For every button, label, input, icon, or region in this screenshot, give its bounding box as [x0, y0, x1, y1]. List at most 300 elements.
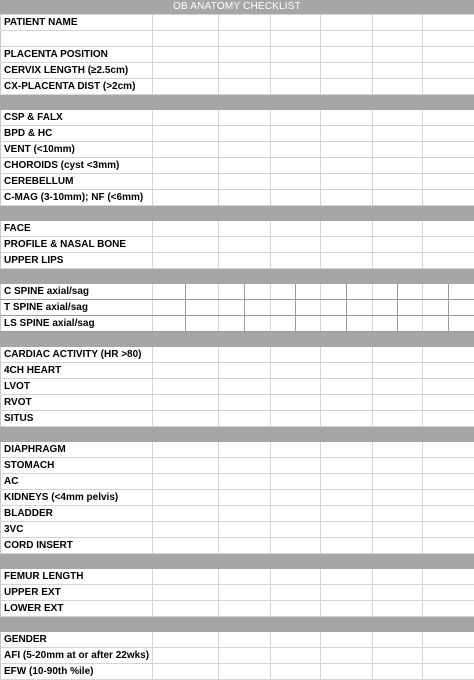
row-label: C SPINE axial/sag [1, 284, 153, 300]
check-cell[interactable] [271, 63, 321, 79]
check-cell[interactable] [321, 158, 373, 174]
check-cell[interactable] [321, 442, 373, 458]
row-label: AFI (5-20mm at or after 22wks) [1, 648, 153, 664]
check-cell[interactable] [373, 31, 423, 47]
check-subcell[interactable] [153, 284, 186, 299]
check-cell[interactable] [271, 347, 321, 363]
check-cell[interactable] [153, 158, 219, 174]
check-cell[interactable] [219, 347, 271, 363]
check-cell[interactable] [219, 174, 271, 190]
check-cell[interactable] [153, 190, 219, 206]
check-cell[interactable] [271, 158, 321, 174]
row-label: RVOT [1, 395, 153, 411]
check-cell[interactable] [423, 47, 474, 63]
check-subcell[interactable] [423, 284, 449, 299]
check-cell[interactable] [271, 79, 321, 95]
check-cell[interactable] [321, 284, 373, 300]
check-cell[interactable] [271, 585, 321, 601]
check-cell[interactable] [271, 316, 321, 332]
check-cell[interactable] [271, 142, 321, 158]
check-cell[interactable] [373, 569, 423, 585]
check-cell[interactable] [271, 538, 321, 554]
check-subcell[interactable] [347, 284, 372, 299]
check-cell[interactable] [423, 379, 474, 395]
check-subcell[interactable] [245, 284, 270, 299]
check-subcell[interactable] [219, 300, 245, 315]
check-subcell[interactable] [398, 316, 422, 331]
check-cell[interactable] [423, 31, 474, 47]
check-cell[interactable] [373, 395, 423, 411]
row-label: CSP & FALX [1, 110, 153, 126]
check-cell-split [153, 300, 218, 315]
check-subcell[interactable] [186, 316, 218, 331]
check-subcell[interactable] [271, 316, 296, 331]
check-cell[interactable] [219, 506, 271, 522]
check-cell[interactable] [373, 221, 423, 237]
check-cell[interactable] [271, 190, 321, 206]
check-cell[interactable] [153, 474, 219, 490]
check-subcell[interactable] [449, 316, 474, 331]
check-cell[interactable] [271, 379, 321, 395]
checklist-row [1, 585, 474, 601]
check-cell[interactable] [219, 585, 271, 601]
row-label: STOMACH [1, 458, 153, 474]
check-cell[interactable] [373, 79, 423, 95]
check-subcell[interactable] [398, 284, 422, 299]
check-cell[interactable] [153, 585, 219, 601]
check-cell[interactable] [219, 47, 271, 63]
checklist-row [1, 442, 474, 458]
check-cell[interactable] [373, 474, 423, 490]
row-label: VENT (<10mm) [1, 142, 153, 158]
check-cell[interactable] [321, 569, 373, 585]
check-cell[interactable] [219, 15, 271, 31]
checklist-row [1, 174, 474, 190]
check-cell[interactable] [373, 63, 423, 79]
check-cell[interactable] [271, 110, 321, 126]
check-cell[interactable] [271, 569, 321, 585]
check-cell[interactable] [271, 632, 321, 648]
check-cell[interactable] [321, 237, 373, 253]
check-cell[interactable] [423, 601, 474, 617]
check-cell[interactable] [321, 506, 373, 522]
check-subcell[interactable] [219, 284, 245, 299]
check-subcell[interactable] [153, 316, 186, 331]
checklist-table [0, 14, 474, 680]
check-cell[interactable] [271, 395, 321, 411]
check-cell[interactable] [373, 347, 423, 363]
check-cell[interactable] [423, 126, 474, 142]
check-cell[interactable] [153, 442, 219, 458]
check-cell[interactable] [153, 221, 219, 237]
check-cell[interactable] [423, 474, 474, 490]
check-subcell[interactable] [219, 316, 245, 331]
check-cell[interactable] [219, 363, 271, 379]
check-cell[interactable] [423, 158, 474, 174]
check-subcell[interactable] [398, 300, 422, 315]
check-cell-split [153, 316, 218, 331]
check-cell[interactable] [321, 490, 373, 506]
check-cell[interactable] [219, 284, 271, 300]
check-cell[interactable] [219, 221, 271, 237]
check-cell[interactable] [321, 174, 373, 190]
check-cell[interactable] [219, 63, 271, 79]
check-cell[interactable] [321, 347, 373, 363]
checklist-row [1, 253, 474, 269]
check-subcell[interactable] [373, 316, 398, 331]
check-cell[interactable] [423, 395, 474, 411]
check-cell[interactable] [423, 458, 474, 474]
checklist-row [1, 347, 474, 363]
check-cell[interactable] [219, 538, 271, 554]
check-cell[interactable] [373, 632, 423, 648]
check-cell[interactable] [373, 284, 423, 300]
check-cell[interactable] [321, 411, 373, 427]
check-cell[interactable] [153, 15, 219, 31]
check-cell[interactable] [219, 190, 271, 206]
check-cell[interactable] [321, 458, 373, 474]
check-cell[interactable] [321, 15, 373, 31]
row-label: C-MAG (3-10mm); NF (<6mm) [1, 190, 153, 206]
check-cell[interactable] [321, 300, 373, 316]
check-cell-split [321, 300, 372, 315]
row-label: PLACENTA POSITION [1, 47, 153, 63]
check-cell[interactable] [153, 79, 219, 95]
check-cell[interactable] [153, 379, 219, 395]
check-cell[interactable] [153, 110, 219, 126]
check-cell[interactable] [373, 522, 423, 538]
row-label: UPPER EXT [1, 585, 153, 601]
check-cell[interactable] [153, 237, 219, 253]
check-cell[interactable] [373, 458, 423, 474]
check-cell[interactable] [373, 411, 423, 427]
check-cell[interactable] [373, 158, 423, 174]
check-cell[interactable] [373, 126, 423, 142]
check-cell[interactable] [373, 190, 423, 206]
section-separator [1, 617, 474, 632]
checklist-row [1, 126, 474, 142]
checklist-row [1, 15, 474, 31]
check-cell[interactable] [153, 316, 219, 332]
check-cell[interactable] [271, 601, 321, 617]
row-label: 4CH HEART [1, 363, 153, 379]
checklist-row [1, 316, 474, 332]
check-cell[interactable] [321, 110, 373, 126]
check-subcell[interactable] [245, 300, 270, 315]
row-label: FEMUR LENGTH [1, 569, 153, 585]
check-cell[interactable] [321, 79, 373, 95]
check-cell[interactable] [219, 601, 271, 617]
check-cell-split [271, 300, 320, 315]
separator-bar [1, 332, 474, 347]
check-cell[interactable] [219, 126, 271, 142]
check-subcell[interactable] [153, 300, 186, 315]
check-cell[interactable] [271, 126, 321, 142]
row-label: CX-PLACENTA DIST (>2cm) [1, 79, 153, 95]
check-cell[interactable] [271, 474, 321, 490]
check-subcell[interactable] [271, 300, 296, 315]
check-cell[interactable] [321, 585, 373, 601]
check-cell[interactable] [153, 538, 219, 554]
check-cell[interactable] [423, 538, 474, 554]
check-cell[interactable] [423, 569, 474, 585]
check-cell-split [321, 316, 372, 331]
check-cell[interactable] [271, 284, 321, 300]
check-cell[interactable] [373, 316, 423, 332]
checklist-row [1, 474, 474, 490]
row-label: EFW (10-90th %ile) [1, 664, 153, 680]
check-cell-split [373, 284, 422, 299]
check-cell[interactable] [271, 174, 321, 190]
check-cell[interactable] [423, 190, 474, 206]
section-separator [1, 206, 474, 221]
check-subcell[interactable] [347, 300, 372, 315]
check-cell[interactable] [271, 363, 321, 379]
check-cell[interactable] [153, 395, 219, 411]
check-cell[interactable] [373, 142, 423, 158]
check-cell[interactable] [423, 363, 474, 379]
check-cell[interactable] [153, 648, 219, 664]
check-cell[interactable] [423, 221, 474, 237]
check-cell[interactable] [219, 158, 271, 174]
checklist-row [1, 284, 474, 300]
check-cell[interactable] [321, 316, 373, 332]
check-cell[interactable] [321, 47, 373, 63]
check-cell[interactable] [423, 300, 474, 316]
check-cell[interactable] [153, 411, 219, 427]
check-cell[interactable] [219, 522, 271, 538]
check-cell[interactable] [153, 253, 219, 269]
check-cell[interactable] [373, 110, 423, 126]
check-subcell[interactable] [321, 284, 347, 299]
check-cell[interactable] [373, 648, 423, 664]
row-label: CARDIAC ACTIVITY (HR >80) [1, 347, 153, 363]
check-cell[interactable] [423, 316, 474, 332]
check-cell[interactable] [271, 47, 321, 63]
check-subcell[interactable] [449, 284, 474, 299]
section-separator [1, 269, 474, 284]
check-cell[interactable] [423, 411, 474, 427]
check-cell[interactable] [271, 31, 321, 47]
check-cell[interactable] [219, 316, 271, 332]
check-cell[interactable] [373, 47, 423, 63]
check-subcell[interactable] [321, 300, 347, 315]
check-subcell[interactable] [296, 300, 320, 315]
check-cell[interactable] [219, 442, 271, 458]
check-subcell[interactable] [423, 300, 449, 315]
check-cell[interactable] [271, 648, 321, 664]
check-cell[interactable] [219, 490, 271, 506]
check-cell[interactable] [373, 174, 423, 190]
check-cell[interactable] [321, 221, 373, 237]
check-subcell[interactable] [347, 316, 372, 331]
check-cell[interactable] [153, 284, 219, 300]
row-label: UPPER LIPS [1, 253, 153, 269]
check-cell[interactable] [423, 585, 474, 601]
check-cell[interactable] [219, 395, 271, 411]
check-subcell[interactable] [449, 300, 474, 315]
check-subcell[interactable] [423, 316, 449, 331]
check-cell[interactable] [423, 63, 474, 79]
check-cell[interactable] [321, 63, 373, 79]
row-label: KIDNEYS (<4mm pelvis) [1, 490, 153, 506]
check-cell[interactable] [153, 174, 219, 190]
check-cell[interactable] [321, 379, 373, 395]
checklist-row [1, 363, 474, 379]
row-label: LVOT [1, 379, 153, 395]
check-subcell[interactable] [186, 284, 218, 299]
check-cell[interactable] [219, 474, 271, 490]
check-cell[interactable] [423, 79, 474, 95]
check-cell[interactable] [153, 126, 219, 142]
check-cell[interactable] [423, 347, 474, 363]
check-cell[interactable] [153, 142, 219, 158]
check-cell[interactable] [423, 15, 474, 31]
check-cell[interactable] [271, 221, 321, 237]
check-cell[interactable] [219, 458, 271, 474]
check-cell[interactable] [373, 237, 423, 253]
check-cell[interactable] [423, 632, 474, 648]
check-cell[interactable] [423, 284, 474, 300]
check-cell[interactable] [153, 347, 219, 363]
check-cell[interactable] [153, 632, 219, 648]
row-label: PATIENT NAME [1, 15, 153, 31]
check-cell[interactable] [219, 648, 271, 664]
check-cell[interactable] [321, 31, 373, 47]
check-cell[interactable] [373, 15, 423, 31]
separator-bar [1, 269, 474, 284]
check-cell[interactable] [271, 411, 321, 427]
check-cell[interactable] [321, 474, 373, 490]
check-cell[interactable] [219, 379, 271, 395]
check-cell[interactable] [321, 126, 373, 142]
check-cell[interactable] [153, 522, 219, 538]
check-cell-split [321, 284, 372, 299]
separator-bar [1, 427, 474, 442]
check-cell[interactable] [219, 237, 271, 253]
check-subcell[interactable] [245, 316, 270, 331]
check-cell[interactable] [271, 442, 321, 458]
check-cell[interactable] [321, 190, 373, 206]
check-cell[interactable] [423, 174, 474, 190]
sheet-title: OB ANATOMY CHECKLIST [0, 0, 474, 14]
check-cell[interactable] [423, 506, 474, 522]
checklist-row [1, 47, 474, 63]
check-cell[interactable] [423, 142, 474, 158]
check-cell[interactable] [423, 110, 474, 126]
check-cell[interactable] [271, 490, 321, 506]
check-subcell[interactable] [373, 284, 398, 299]
check-cell[interactable] [373, 442, 423, 458]
row-label: FACE [1, 221, 153, 237]
check-cell[interactable] [219, 569, 271, 585]
check-cell[interactable] [373, 506, 423, 522]
check-cell[interactable] [153, 363, 219, 379]
check-cell[interactable] [423, 237, 474, 253]
check-cell[interactable] [219, 300, 271, 316]
check-cell[interactable] [321, 142, 373, 158]
row-label: BLADDER [1, 506, 153, 522]
section-separator [1, 427, 474, 442]
check-cell[interactable] [271, 300, 321, 316]
check-subcell[interactable] [296, 316, 320, 331]
check-cell[interactable] [423, 253, 474, 269]
check-cell[interactable] [373, 300, 423, 316]
check-cell[interactable] [153, 300, 219, 316]
check-cell[interactable] [321, 253, 373, 269]
check-subcell[interactable] [296, 284, 320, 299]
check-subcell[interactable] [271, 284, 296, 299]
check-cell[interactable] [153, 458, 219, 474]
section-separator [1, 95, 474, 110]
check-cell[interactable] [219, 142, 271, 158]
check-cell[interactable] [153, 63, 219, 79]
check-cell[interactable] [373, 379, 423, 395]
check-cell[interactable] [153, 506, 219, 522]
check-cell[interactable] [321, 363, 373, 379]
row-label: PROFILE & NASAL BONE [1, 237, 153, 253]
check-cell[interactable] [373, 538, 423, 554]
check-cell[interactable] [153, 490, 219, 506]
check-cell-split [271, 316, 320, 331]
check-cell[interactable] [321, 395, 373, 411]
check-cell[interactable] [153, 47, 219, 63]
check-subcell[interactable] [321, 316, 347, 331]
check-cell[interactable] [271, 458, 321, 474]
check-cell[interactable] [153, 601, 219, 617]
check-cell-split [271, 284, 320, 299]
check-cell[interactable] [423, 522, 474, 538]
check-cell[interactable] [423, 648, 474, 664]
separator-bar [1, 206, 474, 221]
check-cell[interactable] [321, 601, 373, 617]
row-label: LOWER EXT [1, 601, 153, 617]
check-cell[interactable] [373, 585, 423, 601]
check-cell[interactable] [219, 31, 271, 47]
check-subcell[interactable] [373, 300, 398, 315]
check-cell[interactable] [373, 601, 423, 617]
check-cell[interactable] [271, 522, 321, 538]
check-cell[interactable] [219, 632, 271, 648]
check-cell[interactable] [271, 237, 321, 253]
check-cell[interactable] [423, 490, 474, 506]
check-cell[interactable] [321, 522, 373, 538]
check-cell[interactable] [373, 253, 423, 269]
check-cell[interactable] [271, 506, 321, 522]
check-cell[interactable] [321, 648, 373, 664]
check-cell[interactable] [219, 253, 271, 269]
check-cell[interactable] [153, 31, 219, 47]
check-cell[interactable] [373, 490, 423, 506]
check-cell[interactable] [321, 538, 373, 554]
check-cell[interactable] [219, 411, 271, 427]
check-cell[interactable] [423, 442, 474, 458]
checklist-row [1, 237, 474, 253]
check-cell[interactable] [219, 79, 271, 95]
check-subcell[interactable] [186, 300, 218, 315]
check-cell[interactable] [153, 569, 219, 585]
checklist-row [1, 395, 474, 411]
checklist-row [1, 142, 474, 158]
check-cell-split [373, 300, 422, 315]
check-cell[interactable] [271, 15, 321, 31]
check-cell[interactable] [373, 363, 423, 379]
check-cell[interactable] [271, 253, 321, 269]
check-cell[interactable] [321, 632, 373, 648]
checklist-row [1, 110, 474, 126]
check-cell[interactable] [219, 110, 271, 126]
checklist-row [1, 79, 474, 95]
